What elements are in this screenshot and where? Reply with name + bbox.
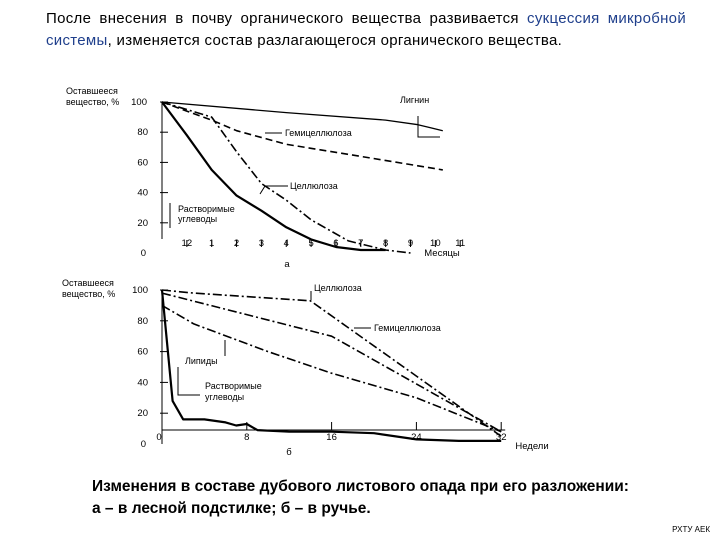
- chart0-xtick-label-5: 5: [308, 238, 314, 249]
- chart0-ytick-label-20: 20: [137, 217, 148, 229]
- header-highlight: сукцессия микробной системы: [46, 10, 687, 49]
- chart0-ytick-label-80: 80: [137, 127, 148, 139]
- chart1-series-leader-3: [178, 367, 200, 395]
- chart0-ytick-label-100: 100: [131, 97, 147, 108]
- chart1-ytick-label-80: 80: [137, 315, 148, 327]
- chart0-series-label-0: Лигнин: [400, 95, 430, 105]
- chart0-series-label-3-line2: углеводы: [178, 214, 218, 224]
- chart0-series-0: [162, 102, 443, 131]
- chart0-xtick-label-11: 11: [455, 238, 466, 249]
- chart1-ylabel-line1: Оставшееся: [62, 278, 114, 288]
- caption-line2: а – в лесной подстилке; б – в ручье.: [92, 500, 371, 517]
- chart0-ylabel-line2: вещество, %: [66, 97, 120, 107]
- chart1-xtick-label-0: 0: [156, 432, 162, 443]
- chart0-series-label-1: Гемицеллюлоза: [285, 128, 352, 138]
- chart1-ytick-label-60: 60: [137, 346, 148, 358]
- chart1-panel-label: б: [286, 447, 292, 458]
- chart1-series-2: [162, 305, 501, 431]
- chart0-ylabel-line1: Оставшееся: [66, 86, 118, 96]
- chart0-xtick-label-10: 10: [430, 238, 441, 249]
- chart1-series-label-2: Липиды: [185, 356, 218, 366]
- chart0-xtick-label-1: 1: [209, 238, 215, 249]
- chart0-ytick-label-40: 40: [137, 187, 148, 199]
- chart0-xtick-label-9: 9: [407, 238, 414, 249]
- chart1-xtick-label-2: 16: [326, 432, 337, 443]
- chart0-panel-label: а: [284, 259, 290, 270]
- chart0-series-label-3-line1: Растворимые: [178, 204, 235, 214]
- chart1-series-label-3-line1: Растворимые: [205, 381, 262, 391]
- chart0-series-leader-0: [418, 116, 440, 137]
- chart0-xtick-label-7: 7: [358, 238, 364, 249]
- chart0-ytick-label-60: 60: [137, 157, 148, 169]
- chart1-series-label-1: Гемицеллюлоза: [374, 323, 441, 333]
- chart1-xtick-label-1: 8: [244, 432, 250, 443]
- header-part2: , изменяется состав разлагающегося органического вещества.: [107, 32, 563, 49]
- header-part1: После внесения в почву органического вещества развивается: [46, 10, 528, 27]
- chart0-series-3: [162, 102, 389, 250]
- chart1-ylabel-line2: вещество, %: [62, 289, 116, 299]
- chart1-ytick-label-100: 100: [132, 285, 148, 296]
- chart1-series-label-0: Целлюлоза: [314, 283, 362, 293]
- chart0-series-label-2: Целлюлоза: [290, 181, 338, 191]
- footer-text: РХТУ АЕК: [672, 525, 710, 534]
- chart0-series-2: [162, 102, 414, 253]
- chart0-xtick-label-2: 2: [233, 238, 240, 249]
- chart0-xtick-label-6: 6: [333, 238, 339, 249]
- chart0-xtick-label-8: 8: [383, 238, 389, 249]
- figure-caption: [92, 476, 692, 520]
- chart1-xtick-label-3: 24: [411, 432, 422, 443]
- chart1-ytick-label-0: 0: [140, 439, 146, 450]
- chart0-xtick-label-3: 3: [258, 238, 265, 249]
- chart0-series-leader-2: [260, 186, 288, 194]
- caption-line1: Изменения в составе дубового листового опада при его разложении:: [92, 478, 629, 495]
- chart1-xlabel: Недели: [515, 441, 549, 452]
- chart0-ytick-label-0: 0: [140, 248, 146, 259]
- chart1-xtick-label-4: 32: [495, 432, 507, 443]
- chart0-xtick-label-4: 4: [283, 238, 289, 249]
- chart1-ytick-label-40: 40: [137, 377, 148, 389]
- chart1-ytick-label-20: 20: [137, 408, 148, 420]
- chart0-xtick-label-0: 12: [181, 238, 193, 249]
- chart0-xlabel: Месяцы: [424, 248, 460, 259]
- chart1-series-label-3-line2: углеводы: [205, 392, 245, 402]
